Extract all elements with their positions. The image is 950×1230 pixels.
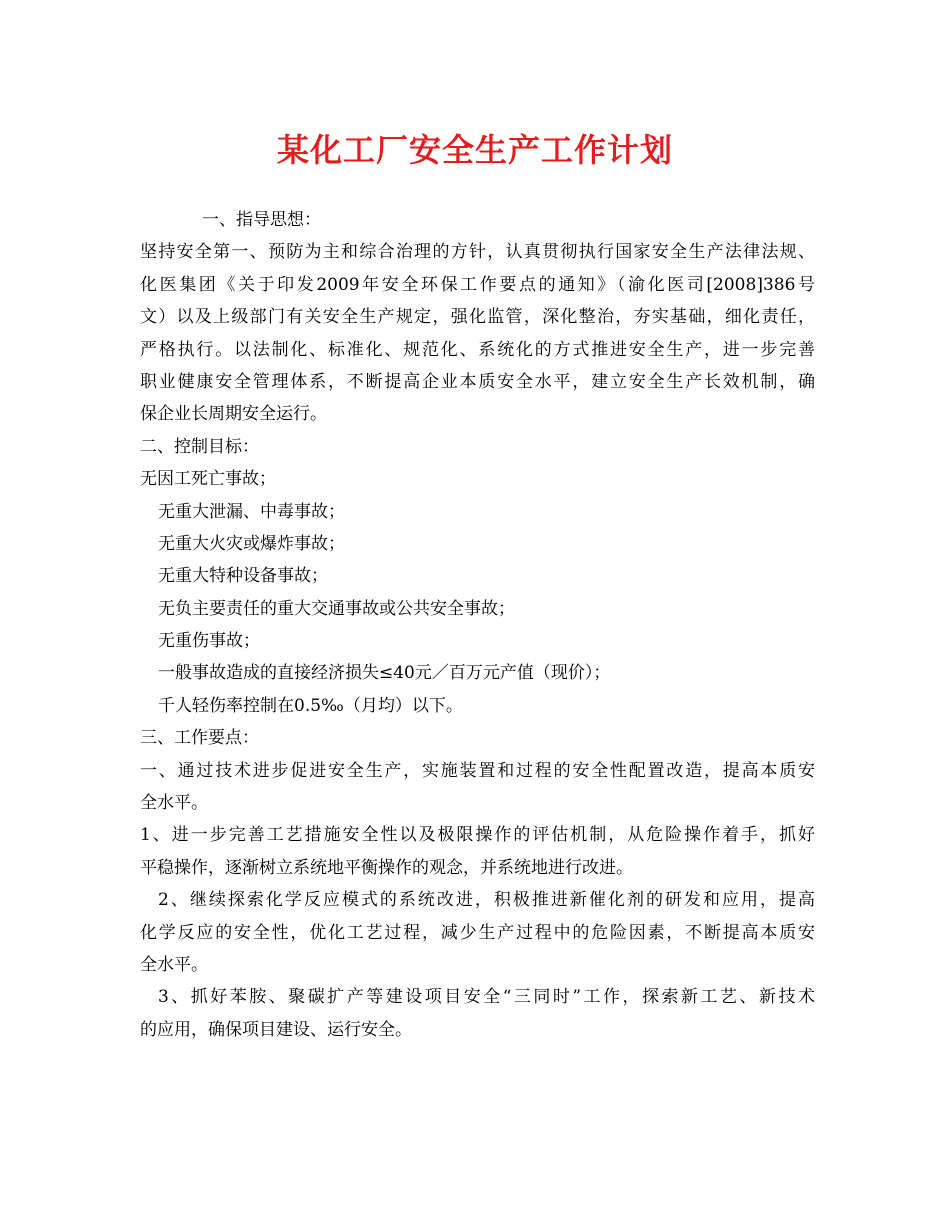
paragraph-line: 保企业长周期安全运行。 — [140, 404, 327, 425]
document-title: 某化工厂安全生产工作计划 — [276, 131, 673, 169]
paragraph-line: 化学反应的安全性，优化工艺过程，减少生产过程中的危险因素，不断提高本质安 — [140, 922, 815, 943]
paragraph-line: 的应用，确保项目建设、运行安全。 — [140, 1019, 412, 1040]
paragraph-line: 平稳操作，逐渐树立系统地平衡操作的观念，并系统地进行改进。 — [140, 857, 633, 878]
target-item: 无重大特种设备事故； — [158, 566, 328, 587]
paragraph-line: 全水平。 — [140, 793, 208, 814]
paragraph-line: 职业健康安全管理体系，不断提高企业本质安全水平，建立安全生产长效机制，确 — [140, 371, 815, 392]
paragraph-line: 化医集团《关于印发2009年安全环保工作要点的通知》（渝化医司[2008]386号 — [140, 274, 815, 295]
target-item: 千人轻伤率控制在0.5‰（月均）以下。 — [158, 695, 463, 716]
paragraph-line: 1、进一步完善工艺措施安全性以及极限操作的评估机制，从危险操作着手，抓好 — [140, 825, 815, 846]
target-item: 无重大泄漏、中毒事故； — [158, 501, 345, 522]
paragraph-line: 3、抓好苯胺、聚碳扩产等建设项目安全“三同时”工作，探索新工艺、新技术 — [158, 987, 815, 1008]
section-heading-guiding-ideology: 一、指导思想： — [202, 210, 321, 230]
target-item: 一般事故造成的直接经济损失≤40元／百万元产值（现价）； — [158, 663, 611, 684]
target-item: 无负主要责任的重大交通事故或公共安全事故； — [158, 598, 515, 619]
paragraph-line: 文）以及上级部门有关安全生产规定，强化监管，深化整治，夯实基础，细化责任， — [140, 307, 815, 328]
document-body — [140, 204, 815, 1046]
paragraph-line: 严格执行。以法制化、标准化、规范化、系统化的方式推进安全生产，进一步完善 — [140, 339, 815, 360]
paragraph-line: 全水平。 — [140, 954, 208, 975]
paragraph-line: 2、继续探索化学反应模式的系统改进，积极推进新催化剂的研发和应用，提高 — [158, 890, 815, 911]
paragraph-line: 一、通过技术进步促进安全生产，实施装置和过程的安全性配置改造，提高本质安 — [140, 760, 815, 781]
target-item: 无重大火灾或爆炸事故； — [158, 533, 345, 554]
section-heading-control-targets: 二、控制目标： — [140, 436, 259, 457]
section-heading-work-points: 三、工作要点： — [140, 728, 259, 749]
paragraph-line: 坚持安全第一、预防为主和综合治理的方针，认真贯彻执行国家安全生产法律法规、 — [140, 242, 815, 263]
target-item: 无因工死亡事故； — [140, 469, 276, 490]
target-item: 无重伤事故； — [158, 631, 260, 652]
